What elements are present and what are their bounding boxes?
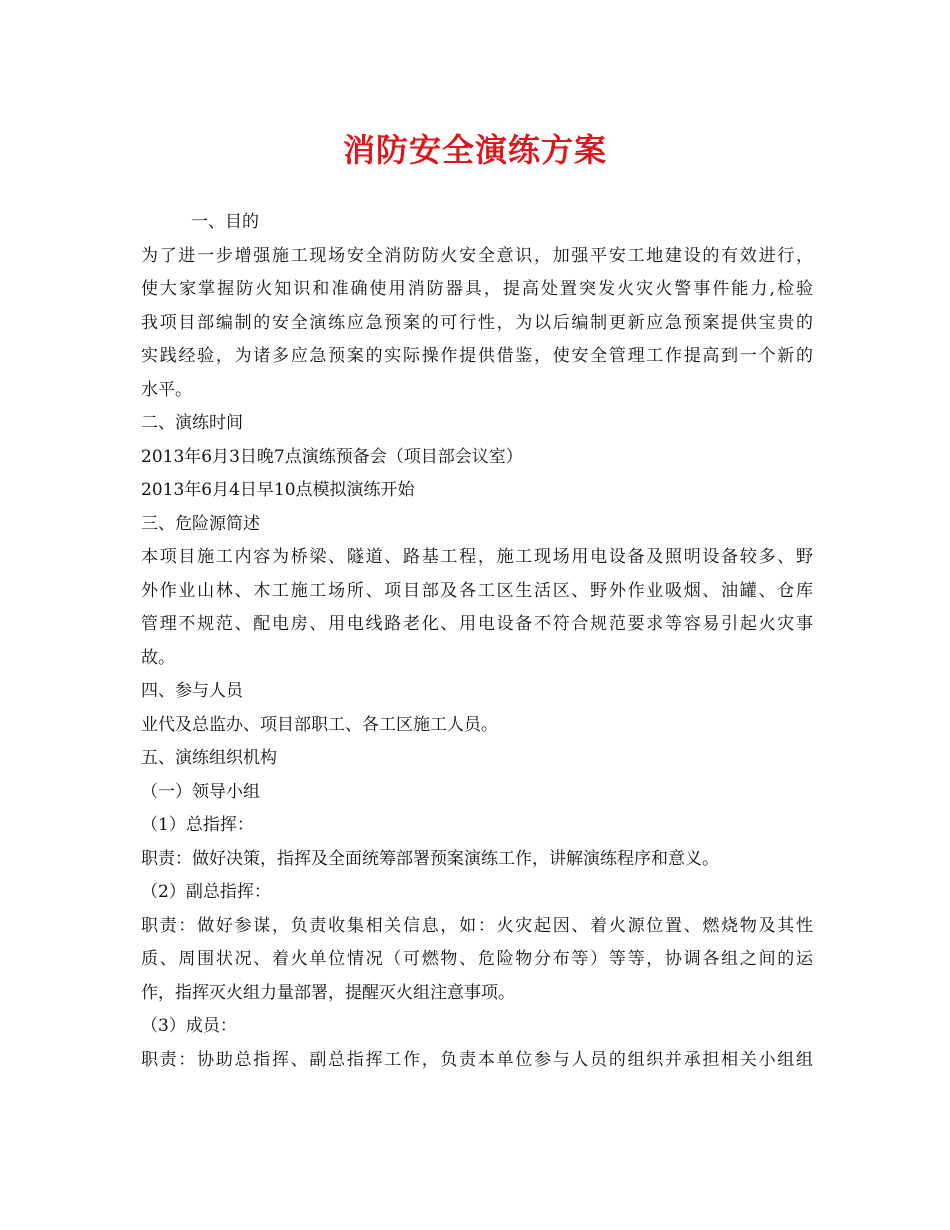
body-line: 本项目施工内容为桥梁、隧道、路基工程，施工现场用电设备及照明设备较多、野	[141, 547, 813, 567]
body-line: 职责：做好参谋，负责收集相关信息，如：火灾起因、着火源位置、燃烧物及其性	[141, 915, 813, 936]
body-line: （3）成员：	[141, 1016, 237, 1036]
body-line: 一、目的	[191, 212, 259, 232]
body-line: 2013年6月3日晚7点演练预备会（项目部会议室）	[141, 446, 523, 467]
document-body	[141, 206, 813, 1077]
body-line: 五、演练组织机构	[141, 748, 277, 768]
body-line: （2）副总指挥：	[141, 882, 271, 902]
body-line: 作，指挥灭火组力量部署，提醒灭火组注意事项。	[141, 982, 515, 1003]
body-line: 2013年6月4日早10点模拟演练开始	[141, 480, 415, 500]
body-line: 三、危险源简述	[141, 513, 260, 534]
body-line: （一）领导小组	[141, 781, 260, 802]
body-line: （1）总指挥：	[141, 815, 254, 835]
body-line: 外作业山林、木工施工场所、项目部及各工区生活区、野外作业吸烟、油罐、仓库	[141, 580, 813, 601]
body-line: 二、演练时间	[141, 413, 243, 433]
body-line: 质、周围状况、着火单位情况（可燃物、危险物分布等）等等，协调各组之间的运	[141, 949, 813, 969]
body-line: 故。	[141, 647, 175, 668]
body-line: 职责：做好决策，指挥及全面统筹部署预案演练工作，讲解演练程序和意义。	[141, 848, 719, 869]
body-line: 管理不规范、配电房、用电线路老化、用电设备不符合规范要求等容易引起火灾事	[141, 614, 813, 634]
body-line: 实践经验，为诸多应急预案的实际操作提供借鉴，使安全管理工作提高到一个新的	[141, 346, 813, 366]
body-line: 使大家掌握防火知识和准确使用消防器具，提高处置突发火灾火警事件能力,检验	[141, 279, 813, 299]
body-line: 业代及总监办、项目部职工、各工区施工人员。	[141, 714, 498, 735]
document-title: 消防安全演练方案	[342, 131, 607, 169]
body-line: 四、参与人员	[141, 681, 243, 701]
body-line: 为了进一步增强施工现场安全消防防火安全意识，加强平安工地建设的有效进行，	[141, 245, 813, 266]
body-line: 我项目部编制的安全演练应急预案的可行性，为以后编制更新应急预案提供宝贵的	[141, 312, 813, 333]
body-line: 职责：协助总指挥、副总指挥工作，负责本单位参与人员的组织并承担相关小组组	[141, 1049, 813, 1070]
body-line: 水平。	[141, 379, 192, 400]
